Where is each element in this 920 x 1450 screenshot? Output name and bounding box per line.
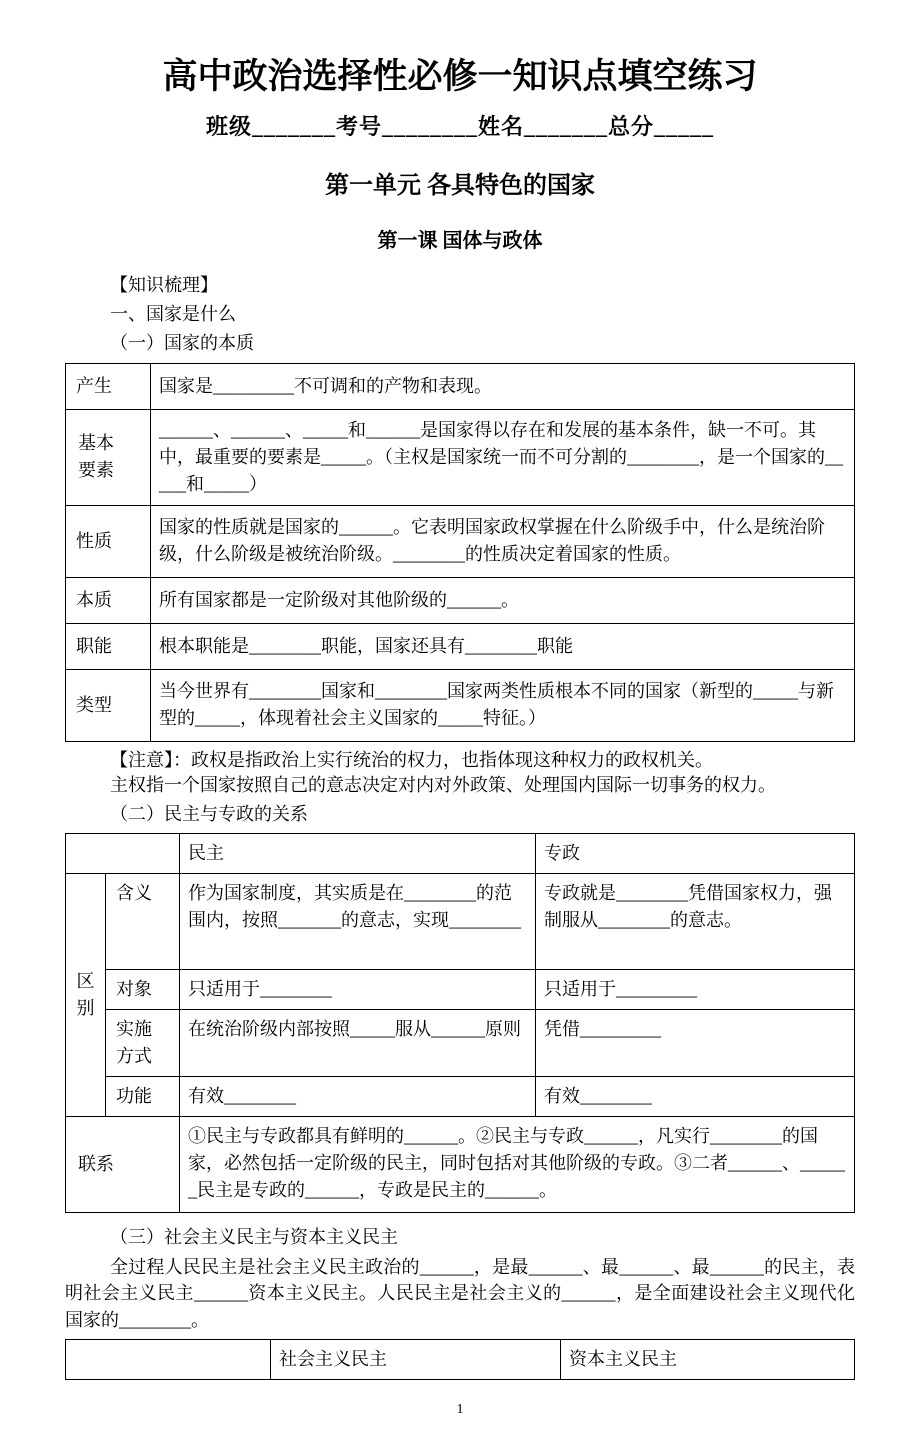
table-row: [66, 1010, 855, 1077]
row-label: 实施方式: [106, 1010, 180, 1077]
header-democracy: 民主: [180, 834, 536, 874]
table-header-row: [66, 1339, 855, 1379]
row-label: 性质: [66, 505, 151, 577]
connection-label: 联系: [66, 1117, 180, 1213]
row-content: 国家的性质就是国家的______。它表明国家政权掌握在什么阶级手中，什么是统治阶级，什么阶级是被统治阶级。________的性质决定着国家的性质。: [151, 505, 855, 577]
socialist-capitalist-democracy-table: [65, 1339, 855, 1380]
row-content: 所有国家都是一定阶级对其他阶级的______。: [151, 577, 855, 623]
header-empty-cell: [66, 834, 180, 874]
page-number: 1: [456, 1401, 464, 1417]
table-row: [66, 363, 855, 409]
lesson-heading: 第一课 国体与政体: [377, 230, 543, 252]
row-label: 产生: [66, 363, 151, 409]
row-content: 国家是_________不可调和的产物和表现。: [151, 363, 855, 409]
distinction-label: 区别: [66, 874, 106, 1117]
dictatorship-cell: 只适用于_________: [536, 970, 855, 1010]
row-label: 基本要素: [66, 409, 151, 505]
header-capitalist-democracy: 资本主义民主: [561, 1339, 855, 1379]
table-row: [66, 874, 855, 970]
table-row: [66, 1117, 855, 1213]
header-empty-cell: [66, 1339, 271, 1379]
row-label: 含义: [106, 874, 180, 970]
table-row: [66, 409, 855, 505]
note-line-2: 主权指一个国家按照自己的意志决定对内对外政策、处理国内国际一切事务的权力。: [110, 774, 776, 795]
subsection-1-3-heading: （三）社会主义民主与资本主义民主: [110, 1227, 398, 1248]
note-line-1: 【注意】：政权是指政治上实行统治的权力，也指体现这种权力的政权机关。: [110, 749, 713, 770]
row-content: 当今世界有________国家和________国家两类性质根本不同的国家（新型的_____与新型的_____，体现着社会主义国家的_____特征。）: [151, 669, 855, 741]
table-row: [66, 505, 855, 577]
dictatorship-cell: 专政就是________凭借国家权力，强制服从________的意志。: [536, 874, 855, 970]
democracy-cell: 在统治阶级内部按照_____服从______原则: [180, 1010, 536, 1077]
row-content: ______、______、_____和______是国家得以存在和发展的基本条件，缺一不可。其中，最重要的要素是_____。（主权是国家统一而不可分割的________，是一个国家的_____和_____）: [151, 409, 855, 505]
row-label: 职能: [66, 623, 151, 669]
democracy-dictatorship-table: [65, 833, 855, 1213]
democracy-cell: 作为国家制度，其实质是在________的范围内，按照_______的意志，实现________: [180, 874, 536, 970]
table-row: [66, 623, 855, 669]
nature-of-state-table: [65, 363, 855, 742]
table-row: [66, 577, 855, 623]
whole-process-democracy-paragraph: 全过程人民民主是社会主义民主政治的______，是最______、最______、最______的民主，表明社会主义民主______资本主义民主。人民民主是社会主义的______，是全面建设社会主义现代化国家的________。: [65, 1257, 855, 1330]
student-info-line: 班级_______考号________姓名_______总分_____: [205, 114, 714, 139]
document-title: 高中政治选择性必修一知识点填空练习: [162, 57, 758, 96]
table-row: [66, 970, 855, 1010]
row-content: 根本职能是________职能，国家还具有________职能: [151, 623, 855, 669]
table-header-row: [66, 834, 855, 874]
democracy-cell: 只适用于________: [180, 970, 536, 1010]
dictatorship-cell: 凭借_________: [536, 1010, 855, 1077]
table-row: [66, 669, 855, 741]
row-label: 本质: [66, 577, 151, 623]
unit-heading: 第一单元 各具特色的国家: [325, 173, 595, 199]
header-socialist-democracy: 社会主义民主: [271, 1339, 561, 1379]
subsection-1-1-heading: （一）国家的本质: [110, 333, 254, 354]
subsection-1-2-heading: （二）民主与专政的关系: [110, 803, 308, 824]
row-label: 功能: [106, 1077, 180, 1117]
dictatorship-cell: 有效________: [536, 1077, 855, 1117]
knowledge-outline-heading: 【知识梳理】: [110, 275, 218, 295]
row-label: 类型: [66, 669, 151, 741]
democracy-cell: 有效________: [180, 1077, 536, 1117]
connection-content: ①民主与专政都具有鲜明的______。②民主与专政______，凡实行________的国家，必然包括一定阶级的民主，同时包括对其他阶级的专政。③二者______、______民主是专政的______，专政是民主的______。: [180, 1117, 855, 1213]
section-1-heading: 一、国家是什么: [110, 304, 236, 325]
row-label: 对象: [106, 970, 180, 1010]
table-row: [66, 1077, 855, 1117]
header-dictatorship: 专政: [536, 834, 855, 874]
